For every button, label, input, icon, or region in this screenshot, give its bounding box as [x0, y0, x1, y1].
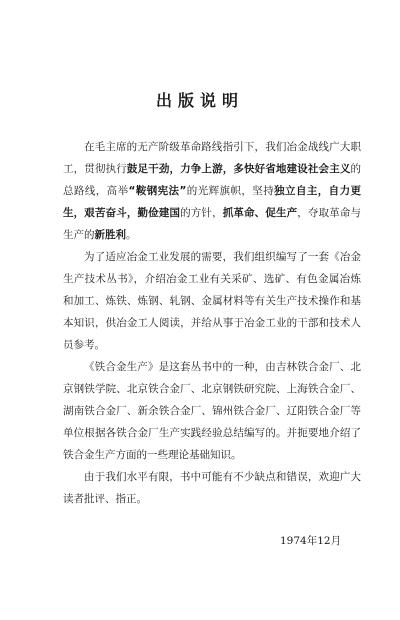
page-title: 出版说明: [155, 91, 244, 110]
p1-bold-2: “鞍钢宪法”: [128, 185, 187, 197]
publication-date: 1974年12月: [280, 535, 342, 547]
p1-bold-4: 抓革命、促生产: [222, 207, 298, 219]
p1-bold-3: 独立自主，自力更生，艰苦奋斗，勤俭建国: [63, 185, 362, 219]
paragraph-1: [63, 136, 361, 246]
p1-text-3: 的光辉旗帜，坚持: [186, 185, 275, 197]
paragraph-2: 为了适应冶金工业发展的需要，我们组织编写了一套《冶金生产技术丛书》，介绍冶金工业有关采矿、选矿、有色金属冶炼和加工、炼铁、炼钢、轧钢、金属材料等有关生产技术操作和基本知识，供冶金工人阅读，并给从事于冶金工业的干部和技术人员参考。: [63, 251, 361, 351]
p1-bold-5: 新胜利: [94, 229, 126, 241]
p1-bold-1: 鼓足干劲，力争上游，多快好省地建设社会主义: [126, 163, 351, 175]
p1-text-4: 的方针，: [180, 207, 223, 219]
body-text: [63, 136, 361, 510]
paragraph-4: 由于我们水平有限，书中可能有不少缺点和错误，欢迎广大读者批评、指正。: [63, 471, 361, 505]
p1-text-6: 。: [126, 229, 137, 241]
p1-text-1: 在毛主席的无产阶级革命路线指引下，我们冶金战线广大职工，贯彻执行: [63, 141, 361, 175]
paragraph-3: 《铁合金生产》是这套丛书中的一种，由吉林铁合金厂、北京钢铁学院、北京铁合金厂、北京钢铁研究院、上海铁合金厂、湖南铁合金厂、新余铁合金厂、锦州铁合金厂、辽阳铁合金厂等单位根据各铁合金厂生产实践经验总结编写的。并扼要地介绍了铁合金生产方面的一些理论基础知识。: [63, 361, 361, 461]
p1-text-2: 的总路线，高举: [63, 163, 362, 197]
p1-text-5: ，夺取革命与生产的: [63, 207, 362, 241]
